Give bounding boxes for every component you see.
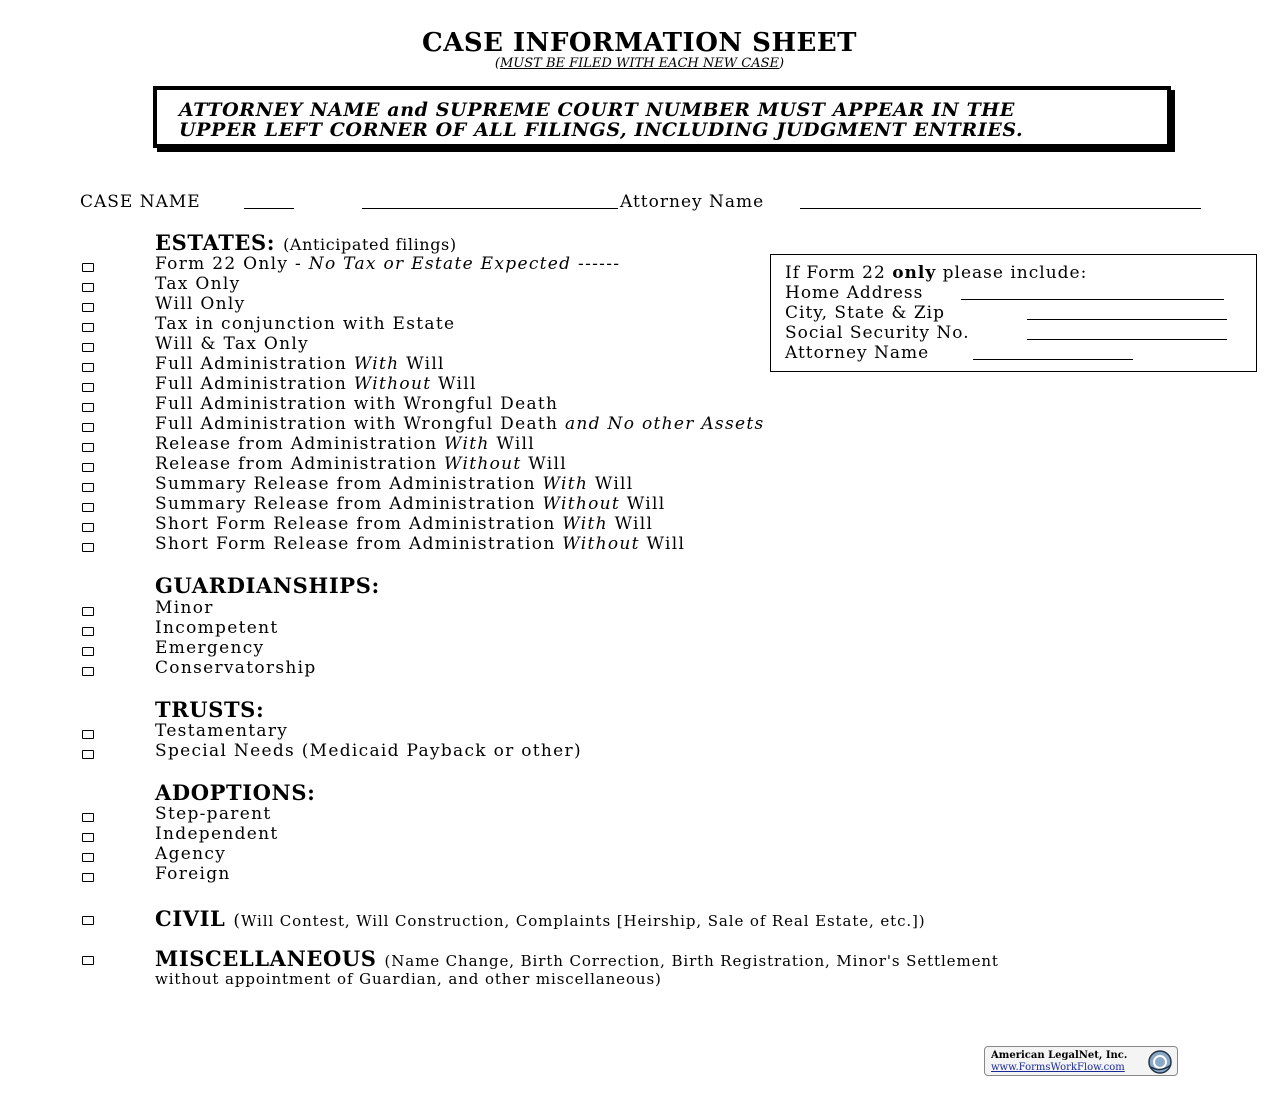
city-state-zip-field[interactable] xyxy=(1027,319,1227,320)
estates-heading: ESTATES: (Anticipated filings) xyxy=(155,230,457,255)
form22-attorney-field[interactable] xyxy=(973,359,1133,360)
guardianships-checkbox[interactable] xyxy=(82,607,94,616)
estates-item: Full Administration with Wrongful Death xyxy=(155,394,559,414)
guardianships-heading: GUARDIANSHIPS: xyxy=(155,573,380,598)
company-logo[interactable] xyxy=(984,1046,1178,1076)
estates-checkbox[interactable] xyxy=(82,283,94,292)
estates-item: Full Administration with Wrongful Death and No other Assets xyxy=(155,414,765,434)
guardianships-item: Conservatorship xyxy=(155,658,317,678)
estates-item: Tax in conjunction with Estate xyxy=(155,314,456,334)
estates-checkbox[interactable] xyxy=(82,423,94,432)
home-address-field[interactable] xyxy=(961,299,1224,300)
civil-heading: CIVIL (Will Contest, Will Construction, Complaints [Heirship, Sale of Real Estate, etc.]) xyxy=(155,906,926,931)
adoptions-item: Foreign xyxy=(155,864,231,884)
guardianships-checkbox[interactable] xyxy=(82,647,94,656)
attorney-name-field[interactable] xyxy=(800,208,1201,209)
trusts-checkbox[interactable] xyxy=(82,750,94,759)
guardianships-item: Minor xyxy=(155,598,214,618)
estates-item: Tax Only xyxy=(155,274,241,294)
estates-checkbox[interactable] xyxy=(82,263,94,272)
form22-attorney-label: Attorney Name xyxy=(785,343,930,363)
estates-checkbox[interactable] xyxy=(82,523,94,532)
guardianships-checkbox[interactable] xyxy=(82,667,94,676)
estates-checkbox[interactable] xyxy=(82,323,94,332)
ssn-field[interactable] xyxy=(1027,339,1227,340)
notice-text: ATTORNEY NAME and SUPREME COURT NUMBER MUST APPEAR IN THE UPPER LEFT CORNER OF ALL FILINGS, INCLUDING JUDGMENT ENTRIES. xyxy=(179,99,1024,141)
misc-checkbox[interactable] xyxy=(82,956,94,965)
estates-checkbox[interactable] xyxy=(82,303,94,312)
misc-heading: MISCELLANEOUS (Name Change, Birth Correction, Birth Registration, Minor's Settlement xyxy=(155,946,999,971)
trusts-checkbox[interactable] xyxy=(82,730,94,739)
estates-checkbox[interactable] xyxy=(82,443,94,452)
estates-item: Short Form Release from Administration With Will xyxy=(155,514,654,534)
estates-item: Release from Administration Without Will xyxy=(155,454,567,474)
city-state-zip-label: City, State & Zip xyxy=(785,303,946,323)
estates-checkbox[interactable] xyxy=(82,483,94,492)
estates-item: Full Administration Without Will xyxy=(155,374,477,394)
estates-item: Will Only xyxy=(155,294,246,314)
adoptions-heading: ADOPTIONS: xyxy=(155,780,316,805)
estates-checkbox[interactable] xyxy=(82,383,94,392)
form22-intro: If Form 22 only please include: xyxy=(785,263,1088,283)
notice-box xyxy=(153,86,1171,148)
page-title: CASE INFORMATION SHEET xyxy=(422,28,857,58)
case-name-label: CASE NAME xyxy=(80,192,201,212)
trusts-item: Special Needs (Medicaid Payback or other) xyxy=(155,741,582,761)
estates-checkbox[interactable] xyxy=(82,363,94,372)
home-address-label: Home Address xyxy=(785,283,924,303)
estates-item: Release from Administration With Will xyxy=(155,434,536,454)
estates-checkbox[interactable] xyxy=(82,343,94,352)
adoptions-checkbox[interactable] xyxy=(82,813,94,822)
attorney-name-label: Attorney Name xyxy=(620,192,765,212)
adoptions-checkbox[interactable] xyxy=(82,853,94,862)
adoptions-item: Step-parent xyxy=(155,804,272,824)
misc-note-line2: without appointment of Guardian, and other miscellaneous) xyxy=(155,970,662,988)
guardianships-item: Incompetent xyxy=(155,618,279,638)
guardianships-checkbox[interactable] xyxy=(82,627,94,636)
estates-item: Full Administration With Will xyxy=(155,354,445,374)
trusts-item: Testamentary xyxy=(155,721,289,741)
estates-checkbox[interactable] xyxy=(82,463,94,472)
estates-item: Short Form Release from Administration Without Will xyxy=(155,534,686,554)
estates-item: Form 22 Only - No Tax or Estate Expected ------ xyxy=(155,254,621,274)
adoptions-item: Agency xyxy=(155,844,227,864)
adoptions-checkbox[interactable] xyxy=(82,833,94,842)
page-subtitle: (MUST BE FILED WITH EACH NEW CASE) xyxy=(494,56,785,71)
adoptions-item: Independent xyxy=(155,824,279,844)
adoptions-checkbox[interactable] xyxy=(82,873,94,882)
ssn-label: Social Security No. xyxy=(785,323,970,343)
case-name-field-cont[interactable] xyxy=(362,208,618,209)
estates-item: Will & Tax Only xyxy=(155,334,309,354)
estates-checkbox[interactable] xyxy=(82,403,94,412)
estates-item: Summary Release from Administration Without Will xyxy=(155,494,666,514)
civil-checkbox[interactable] xyxy=(82,916,94,925)
estates-checkbox[interactable] xyxy=(82,543,94,552)
estates-checkbox[interactable] xyxy=(82,503,94,512)
form22-info-box xyxy=(770,254,1257,372)
case-name-field[interactable] xyxy=(244,208,294,209)
trusts-heading: TRUSTS: xyxy=(155,697,265,722)
guardianships-item: Emergency xyxy=(155,638,265,658)
company-name: American LegalNet, Inc. xyxy=(991,1050,1128,1061)
globe-icon xyxy=(1147,1049,1173,1075)
company-url[interactable]: www.FormsWorkFlow.com xyxy=(991,1062,1125,1073)
estates-item: Summary Release from Administration With Will xyxy=(155,474,634,494)
